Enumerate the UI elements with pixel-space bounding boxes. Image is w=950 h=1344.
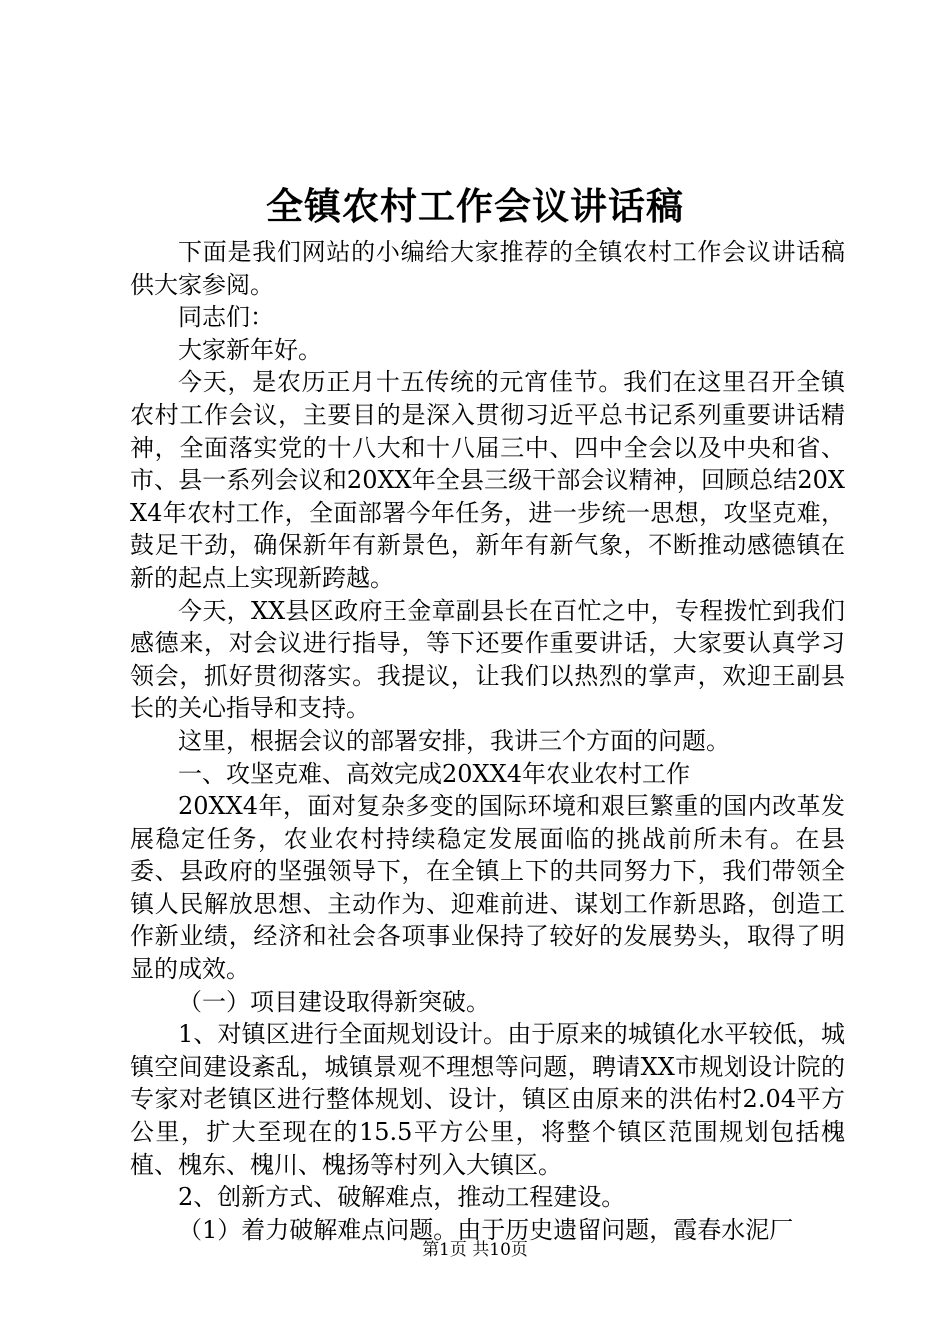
page-number: 第1页 共10页 [422,1240,528,1260]
paragraph: 今天，XX县区政府王金章副县长在百忙之中，专程拨忙到我们感德来，对会议进行指导，等下还要作重要讲话，大家要认真学习领会，抓好贯彻落实。我提议，让我们以热烈的掌声，欢迎王副县长的关心指导和支持。 [130,596,845,723]
paragraph: 同志们： [178,303,274,332]
paragraph: 下面是我们网站的小编给大家推荐的全镇农村工作会议讲话稿供大家参阅。 [130,238,845,299]
subsection-heading: （一）项目建设取得新突破。 [178,987,490,1016]
paragraph: 2、创新方式、破解难点，推动工程建设。 [178,1183,626,1212]
paragraph: 这里，根据会议的部署安排，我讲三个方面的问题。 [178,726,730,755]
section-heading: 一、攻坚克难、高效完成20XX4年农业农村工作 [178,759,690,788]
paragraph: （1）着力破解难点问题。由于历史遗留问题，霞春水泥厂 [178,1215,794,1244]
paragraph: 大家新年好。 [178,335,322,364]
document-body [130,236,845,1246]
document-title: 全镇农村工作会议讲话稿 [266,184,684,228]
paragraph: 20XX4年，面对复杂多变的国际环境和艰巨繁重的国内改革发展稳定任务，农业农村持续稳定发展面临的挑战前所未有。在县委、县政府的坚强领导下，在全镇上下的共同努力下，我们带领全镇人民解放思想、主动作为、迎难前进、谋划工作新思路，创造工作新业绩，经济和社会各项事业保持了较好的发展势头，取得了明显的成效。 [130,792,845,984]
paragraph: 1、对镇区进行全面规划设计。由于原来的城镇化水平较低，城镇空间建设紊乱，城镇景观不理想等问题，聘请XX市规划设计院的专家对老镇区进行整体规划、设计，镇区由原来的洪佑村2.04平方公里，扩大至现在的15.5平方公里，将整个镇区范围规划包括槐植、槐东、槐川、槐扬等村列入大镇区。 [130,1020,845,1179]
paragraph: 今天，是农历正月十五传统的元宵佳节。我们在这里召开全镇农村工作会议，主要目的是深入贯彻习近平总书记系列重要讲话精神，全面落实党的十八大和十八届三中、四中全会以及中央和省、市、县一系列会议和20XX年全县三级干部会议精神，回顾总结20XX4年农村工作，全面部署今年任务，进一步统一思想，攻坚克难，鼓足干劲，确保新年有新景色，新年有新气象，不断推动感德镇在新的起点上实现新跨越。 [130,368,845,592]
